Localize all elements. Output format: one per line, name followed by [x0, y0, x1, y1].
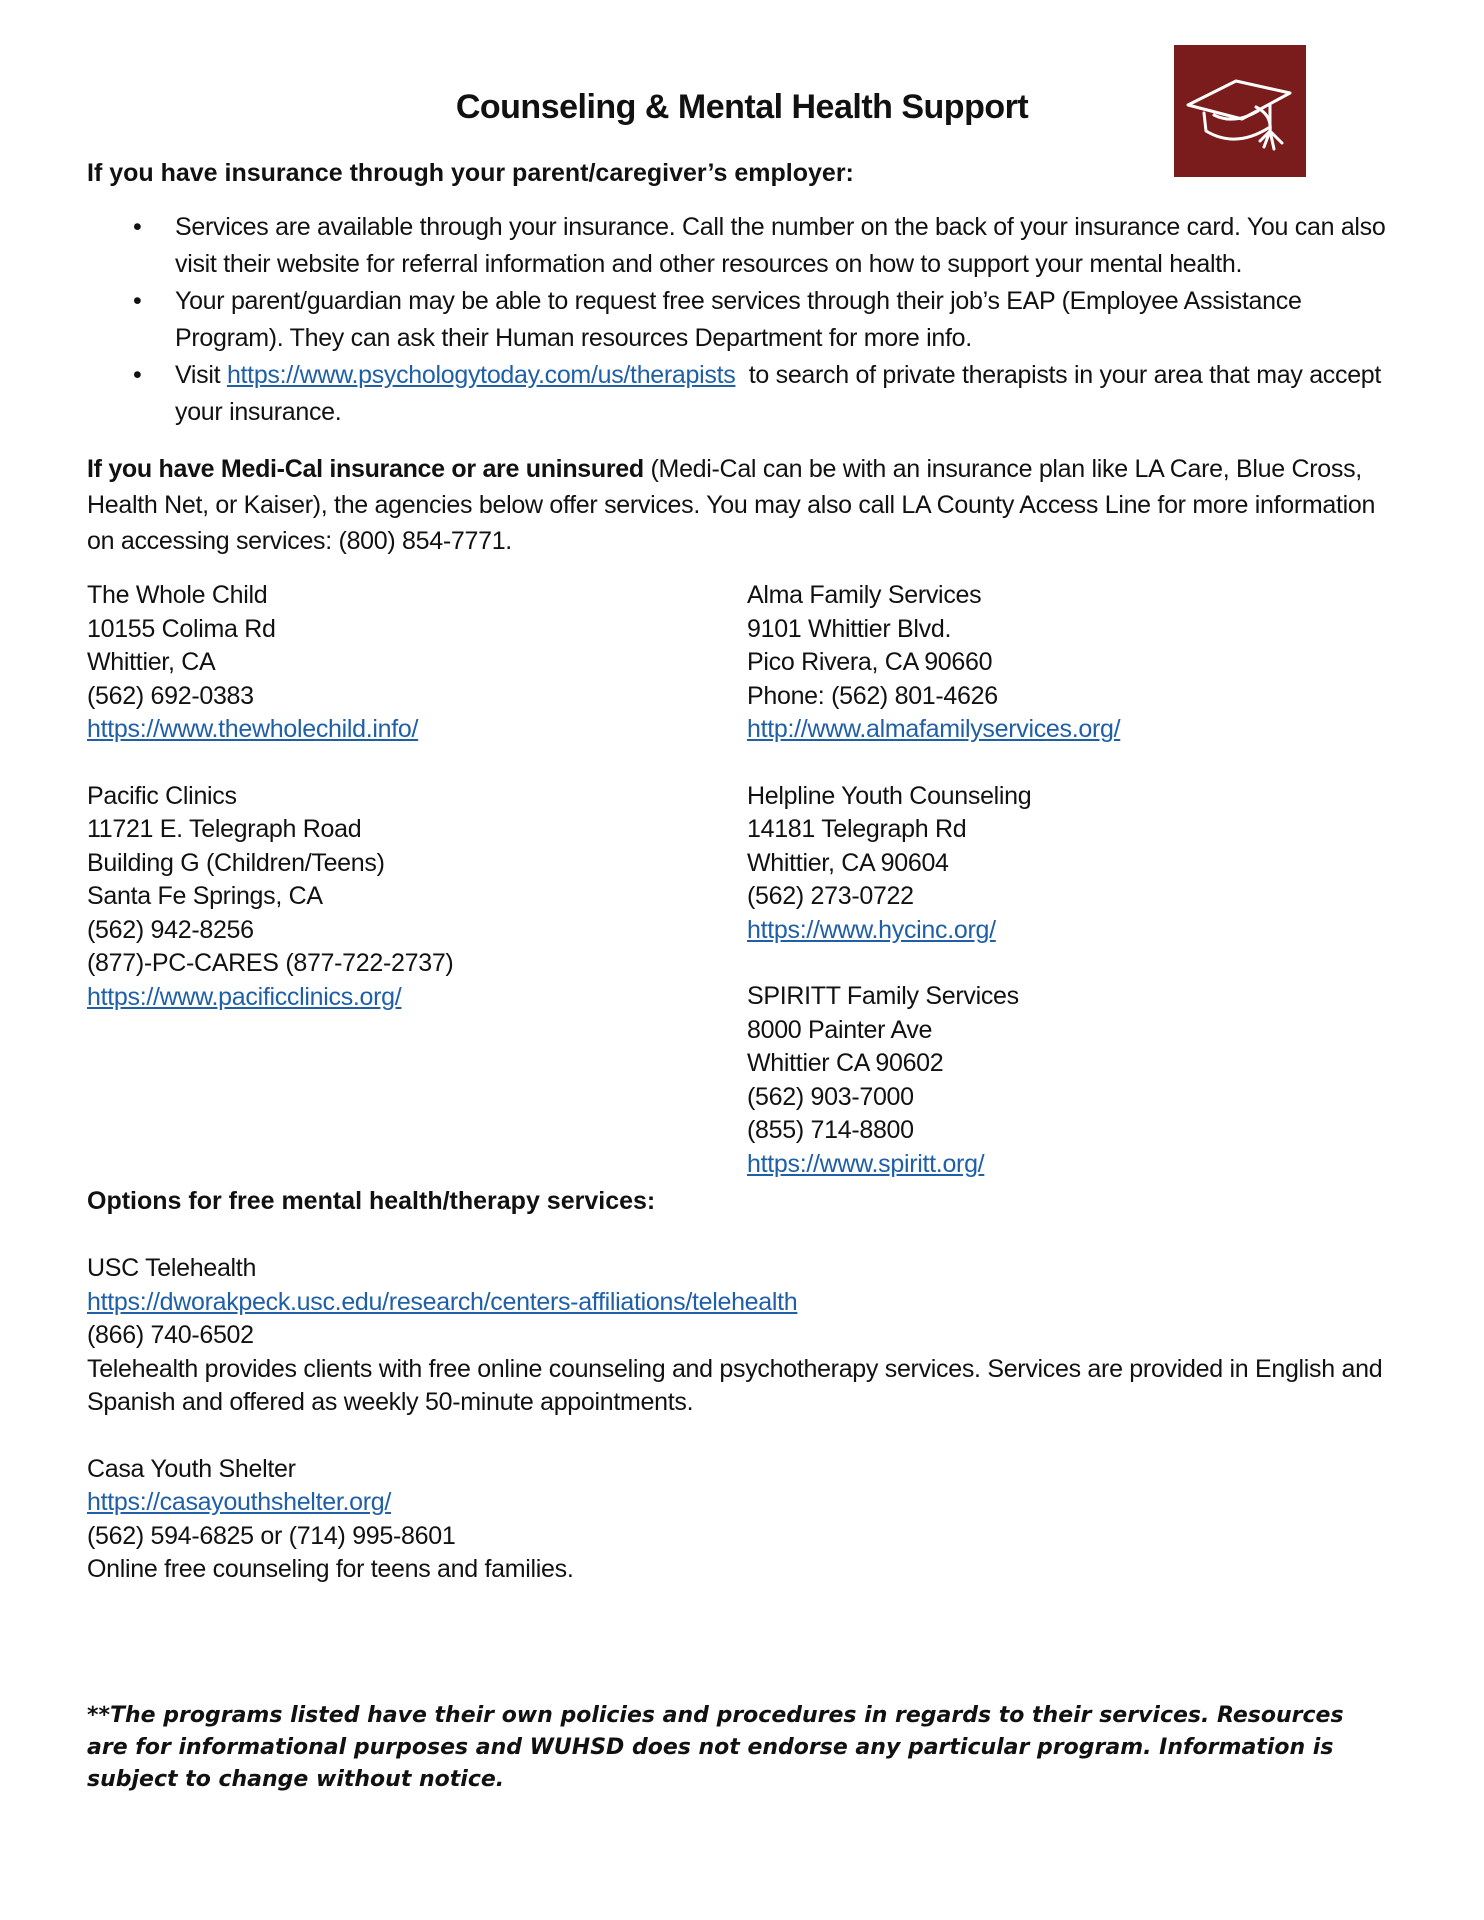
agency-column-left — [87, 579, 747, 1181]
usc-description: Telehealth provides clients with free online counseling and psychotherapy services. Services are provided in English and Spanish and offered as weekly 50-minute appointments. — [87, 1354, 1383, 1416]
usc-phone: (866) 740-6502 — [87, 1321, 254, 1349]
agency-link[interactable]: https://www.thewholechild.info/ — [87, 715, 419, 743]
agency-city: Pico Rivera, CA 90660 — [747, 648, 993, 676]
bullet-dot: • — [133, 361, 142, 389]
agency-pacific-clinics — [87, 780, 747, 1015]
main-content — [87, 155, 1407, 1587]
agency-name: Pacific Clinics — [87, 781, 237, 810]
medi-cal-text: (Medi-Cal can be with an insurance plan like LA Care, Blue Cross, Health Net, or Kaiser), the agencies below offer services. You may also call LA County Access Line for more information on accessing services: (800) 854-7771. — [87, 455, 1376, 555]
agency-address: 9101 Whittier Blvd. — [747, 614, 952, 643]
agency-alma-family — [747, 579, 1407, 747]
agency-address: 14181 Telegraph Rd — [747, 815, 967, 843]
agency-phone-alt: (855) 714-8800 — [747, 1116, 914, 1144]
agency-phone-alt: (877)-PC-CARES (877-722-2737) — [87, 949, 454, 977]
bullet-item — [87, 283, 1407, 357]
agency-link[interactable]: https://www.spiritt.org/ — [747, 1149, 985, 1178]
bullet-text-suffix: to search of private therapists in your area that may accept your insurance. — [175, 361, 1388, 426]
agency-columns — [87, 579, 1407, 1181]
insurance-bullet-list — [87, 209, 1407, 431]
bullet-text-prefix: Visit — [175, 361, 227, 389]
agency-helpline-youth — [747, 780, 1407, 948]
insurance-heading: If you have insurance through your parent/caregiver’s employer: — [87, 159, 854, 187]
agency-phone: (562) 942-8256 — [87, 915, 254, 944]
usc-telehealth-block — [87, 1252, 1407, 1420]
agency-address: 11721 E. Telegraph Road — [87, 815, 362, 843]
bullet-item — [87, 357, 1407, 431]
psychology-today-link[interactable]: https://www.psychologytoday.com/us/therapists — [226, 361, 736, 389]
agency-phone: Phone: (562) 801-4626 — [747, 681, 998, 710]
usc-name: USC Telehealth — [87, 1254, 257, 1282]
bullet-item — [87, 209, 1407, 283]
agency-name: Alma Family Services — [747, 581, 982, 609]
casa-phone: (562) 594-6825 or (714) 995-8601 — [87, 1521, 456, 1550]
disclaimer-note: **The programs listed have their own policies and procedures in regards to their services. Resources are for informational purposes and WUHSD does not endorse any particular program. Information is subject to change without notice. — [87, 1703, 1344, 1792]
agency-link[interactable]: https://www.hycinc.org/ — [747, 915, 996, 944]
free-services-heading: Options for free mental health/therapy services: — [87, 1187, 656, 1215]
agency-link[interactable]: http://www.almafamilyservices.org/ — [747, 715, 1121, 743]
agency-whole-child — [87, 579, 747, 747]
bullet-dot: • — [133, 213, 142, 241]
agency-city: Whittier, CA — [87, 648, 216, 676]
agency-name: Helpline Youth Counseling — [747, 781, 1032, 810]
agency-phone: (562) 692-0383 — [87, 681, 254, 710]
casa-description: Online free counseling for teens and families. — [87, 1555, 574, 1583]
casa-name: Casa Youth Shelter — [87, 1454, 296, 1483]
agency-city: Whittier, CA 90604 — [747, 848, 949, 877]
agency-spiritt-family — [747, 980, 1407, 1181]
bullet-text: Services are available through your insurance. Call the number on the back of your insurance card. You can also visit their website for referral information and other resources on how to support your mental health. — [175, 213, 1386, 278]
usc-telehealth-link[interactable]: https://dworakpeck.usc.edu/research/centers-affiliations/telehealth — [87, 1287, 798, 1316]
agency-name: The Whole Child — [87, 581, 268, 609]
bullet-text: Your parent/guardian may be able to request free services through their job’s EAP (Employee Assistance Program). They can ask their Human resources Department for more info. — [175, 287, 1302, 352]
agency-address: 10155 Colima Rd — [87, 614, 276, 643]
agency-phone: (562) 903-7000 — [747, 1082, 914, 1111]
agency-building: Building G (Children/Teens) — [87, 848, 385, 877]
agency-city: Santa Fe Springs, CA — [87, 882, 323, 910]
medi-cal-bold-lead: If you have Medi-Cal insurance or are uninsured — [87, 455, 644, 483]
bullet-dot: • — [133, 287, 142, 315]
casa-youth-block — [87, 1453, 1407, 1587]
medi-cal-paragraph — [87, 451, 1407, 559]
casa-youth-link[interactable]: https://casayouthshelter.org/ — [87, 1488, 391, 1516]
agency-phone: (562) 273-0722 — [747, 882, 914, 910]
page-title: Counseling & Mental Health Support — [455, 88, 1029, 126]
agency-city: Whittier CA 90602 — [747, 1049, 944, 1077]
agency-column-right — [747, 579, 1407, 1181]
agency-link[interactable]: https://www.pacificclinics.org/ — [87, 982, 402, 1011]
agency-address: 8000 Painter Ave — [747, 1015, 933, 1044]
agency-name: SPIRITT Family Services — [747, 982, 1019, 1010]
